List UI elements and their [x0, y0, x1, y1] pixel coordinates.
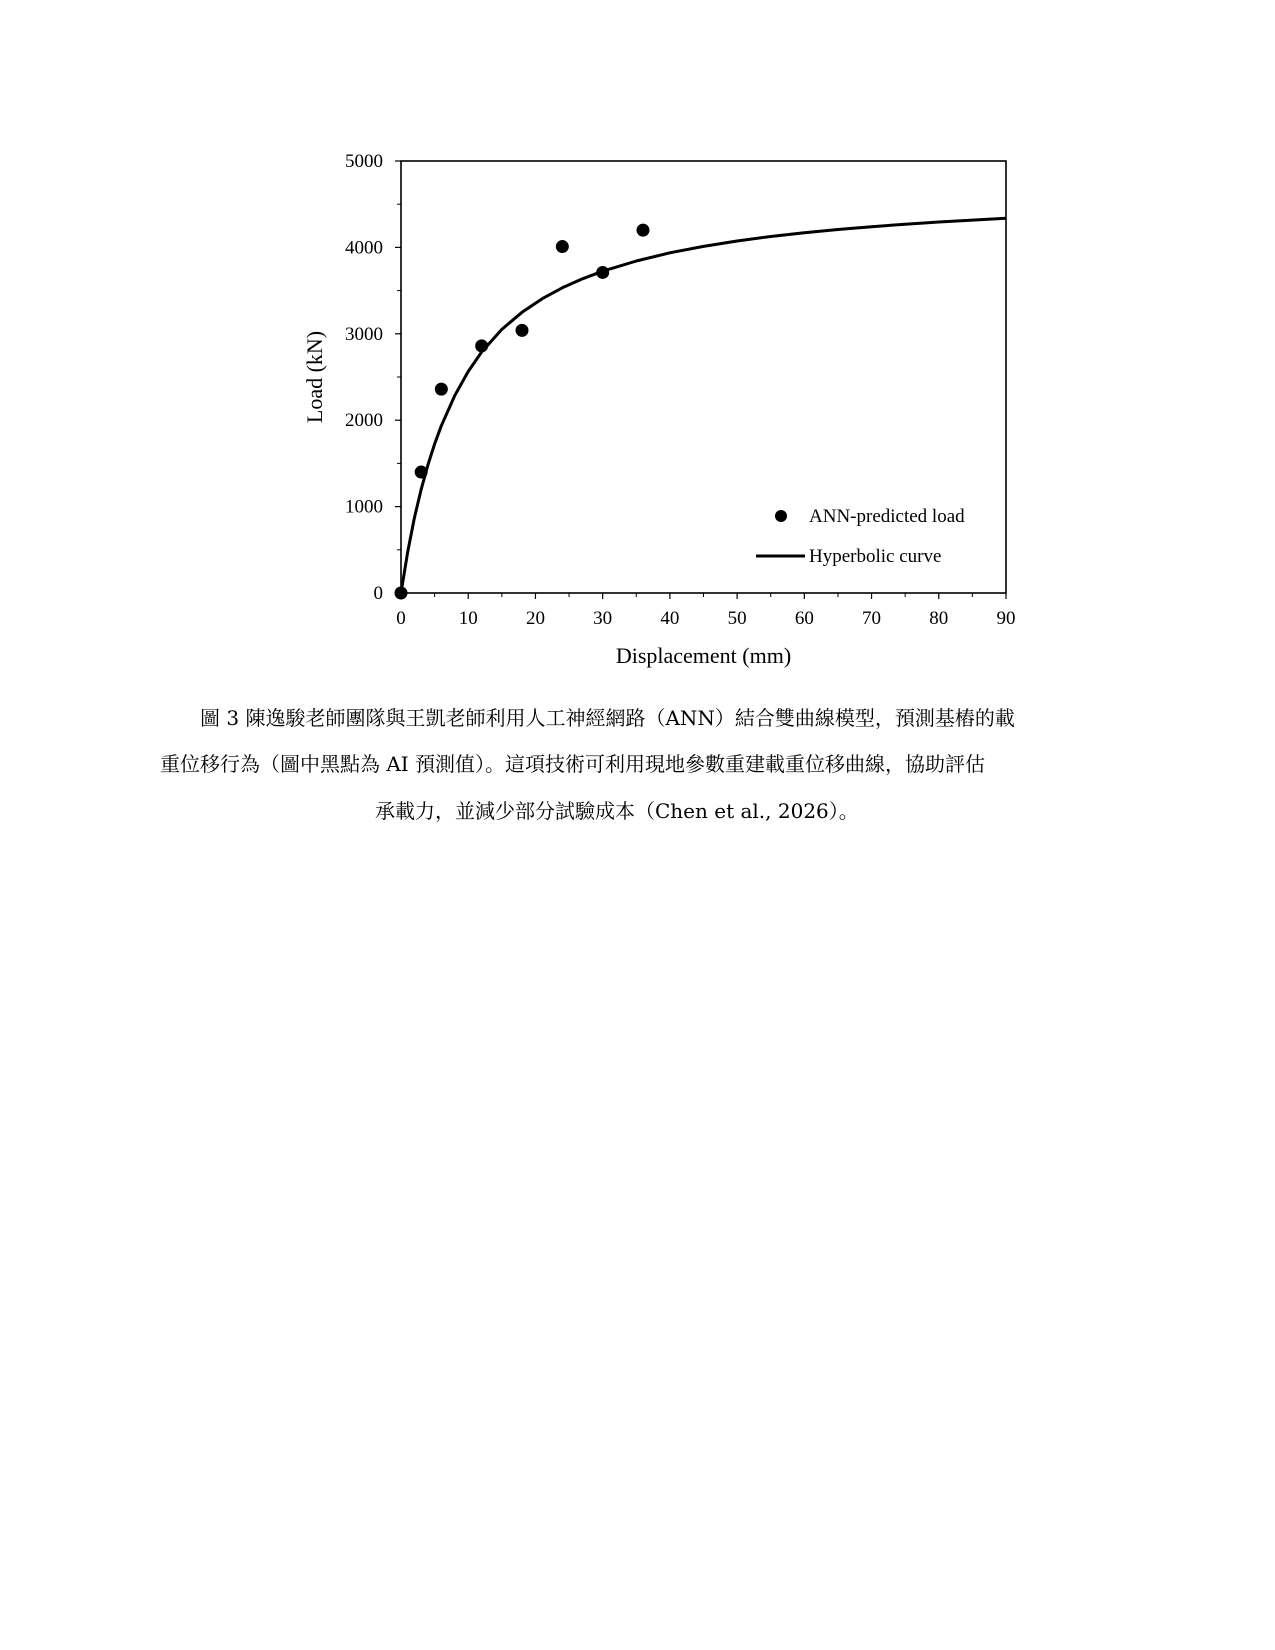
legend: [756, 506, 965, 567]
figure-caption-line-3: 承載力，並減少部分試驗成本（Chen et al., 2026）。: [375, 799, 859, 823]
x-tick-label: 90: [996, 608, 1016, 629]
load-displacement-chart: [0, 0, 1275, 700]
ann-predicted-point: [516, 324, 529, 337]
figure-caption-line-2: 重位移行為（圖中黑點為 AI 預測值）。這項技術可利用現地參數重建載重位移曲線，協助評估: [160, 752, 986, 776]
legend-label-hyperbolic: Hyperbolic curve: [809, 546, 942, 567]
x-tick-label: 40: [660, 608, 680, 629]
legend-label-ann: ANN-predicted load: [809, 506, 965, 527]
y-tick-label: 3000: [345, 323, 383, 345]
plot-frame: [401, 161, 1006, 593]
ann-predicted-point: [435, 383, 448, 396]
ann-predicted-point: [475, 339, 488, 352]
x-axis-title: Displacement (mm): [615, 643, 792, 668]
ann-predicted-point: [556, 240, 569, 253]
x-tick-label: 0: [396, 608, 406, 629]
y-tick-label: 0: [373, 583, 383, 604]
x-tick-label: 20: [525, 608, 545, 629]
ann-predicted-series: [395, 224, 650, 600]
x-tick-label: 80: [929, 608, 949, 629]
legend-marker-ann: [775, 510, 787, 522]
ann-predicted-point: [596, 266, 609, 279]
y-tick-label: 1000: [345, 496, 383, 518]
y-tick-label: 5000: [345, 151, 383, 172]
axes: [302, 151, 1016, 668]
x-tick-label: 30: [593, 608, 613, 629]
x-tick-label: 70: [862, 608, 882, 629]
ann-predicted-point: [395, 587, 408, 600]
ann-predicted-point: [637, 224, 650, 237]
hyperbolic-curve-line: [401, 218, 1006, 593]
x-tick-label: 50: [727, 608, 747, 629]
y-tick-label: 4000: [345, 237, 383, 259]
hyperbolic-curve-series: [401, 218, 1006, 593]
x-tick-label: 60: [794, 608, 814, 629]
y-tick-label: 2000: [345, 410, 383, 432]
ann-predicted-point: [415, 466, 428, 479]
x-tick-label: 10: [458, 608, 478, 629]
figure-caption-line-1: 圖 3 陳逸駿老師團隊與王凱老師利用人工神經網路（ANN）結合雙曲線模型，預測基樁的載: [200, 706, 1015, 730]
y-axis-title: Load (kN): [302, 330, 327, 424]
